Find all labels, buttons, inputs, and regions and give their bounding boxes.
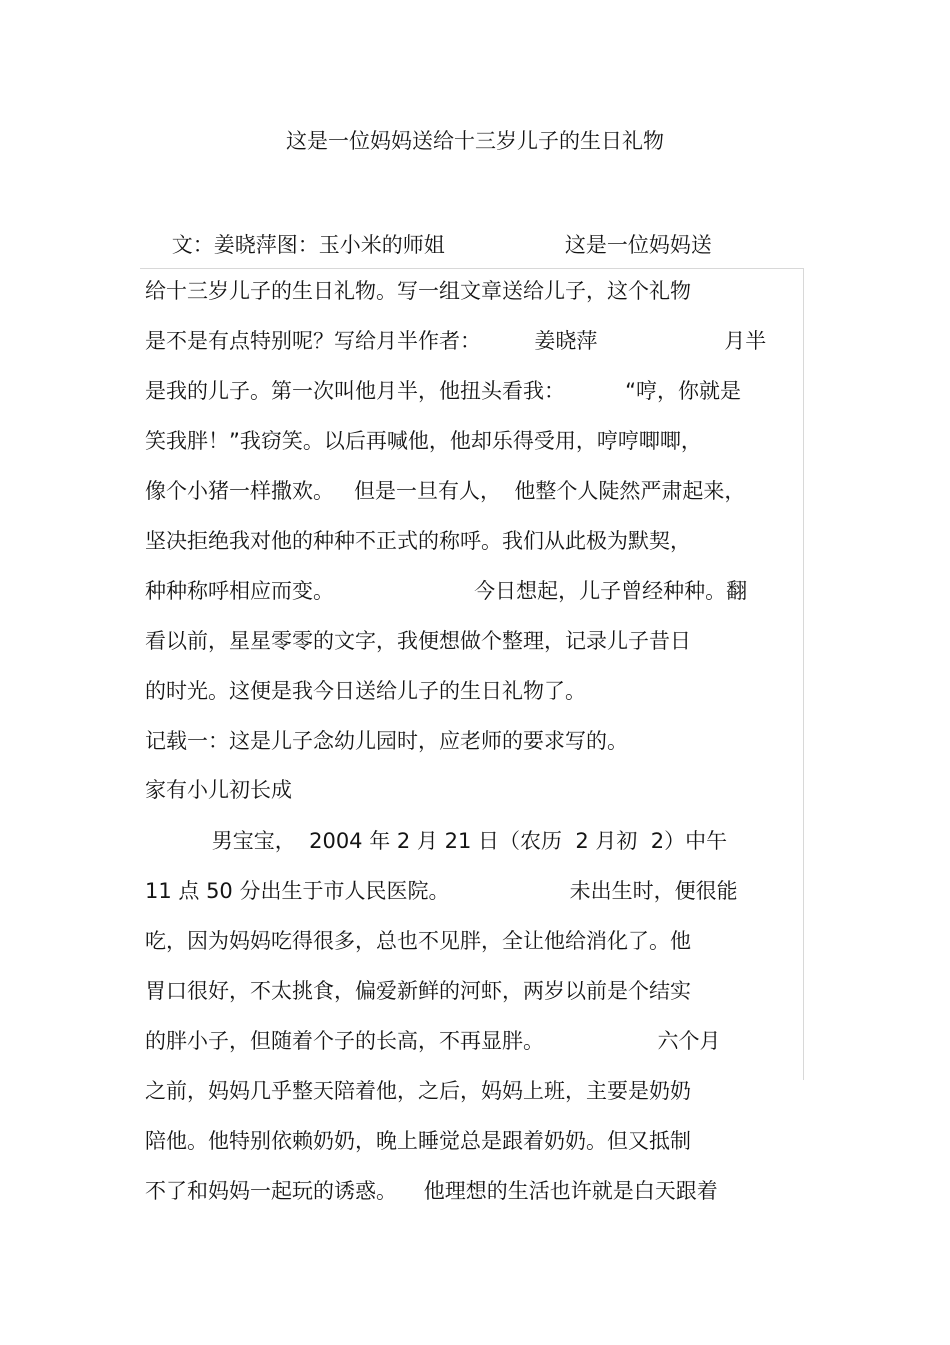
section-heading: 家有小儿初长成 bbox=[145, 778, 292, 802]
text-line: 11 点 50 分出生于市人民医院。 未出生时，便很能 bbox=[145, 879, 738, 903]
text-line: 之前，妈妈几乎整天陪着他，之后，妈妈上班，主要是奶奶 bbox=[145, 1079, 691, 1103]
text-line: 笑我胖！”我窃笑。以后再喊他，他却乐得受用，哼哼唧唧， bbox=[145, 429, 702, 453]
text-line: 种种称呼相应而变。 今日想起，儿子曾经种种。翻 bbox=[145, 579, 748, 603]
text-line: 给十三岁儿子的生日礼物。写一组文章送给儿子，这个礼物 bbox=[145, 279, 691, 303]
text-line: 吃，因为妈妈吃得很多，总也不见胖，全让他给消化了。他 bbox=[145, 929, 691, 953]
text-line: 文：姜晓萍图：玉小米的师姐 这是一位妈妈送 bbox=[145, 233, 712, 257]
text-line: 的胖小子，但随着个子的长高，不再显胖。 六个月 bbox=[145, 1029, 721, 1053]
text-line: 记载一：这是儿子念幼儿园时，应老师的要求写的。 bbox=[145, 729, 628, 753]
text-line: 陪他。他特别依赖奶奶，晚上睡觉总是跟着奶奶。但又抵制 bbox=[145, 1129, 691, 1153]
text-line: 不了和妈妈一起玩的诱惑。 他理想的生活也许就是白天跟着 bbox=[145, 1179, 718, 1203]
text-line: 坚决拒绝我对他的种种不正式的称呼。我们从此极为默契， bbox=[145, 529, 691, 553]
text-line: 像个小猪一样撒欢。 但是一旦有人， 他整个人陡然严肃起来， bbox=[145, 479, 746, 503]
text-line: 男宝宝， 2004 年 2 月 21 日（农历 2 月初 2）中午 bbox=[145, 829, 728, 853]
text-line: 看以前，星星零零的文字，我便想做个整理，记录儿子昔日 bbox=[145, 629, 691, 653]
text-line: 是不是有点特别呢？写给月半作者： 姜晓萍 月半 bbox=[145, 329, 767, 353]
document-title: 这是一位妈妈送给十三岁儿子的生日礼物 bbox=[286, 129, 664, 153]
text-line: 的时光。这便是我今日送给儿子的生日礼物了。 bbox=[145, 679, 586, 703]
text-line: 是我的儿子。第一次叫他月半，他扭头看我： “哼，你就是 bbox=[145, 379, 741, 403]
text-line: 胃口很好，不太挑食，偏爱新鲜的河虾，两岁以前是个结实 bbox=[145, 979, 691, 1003]
